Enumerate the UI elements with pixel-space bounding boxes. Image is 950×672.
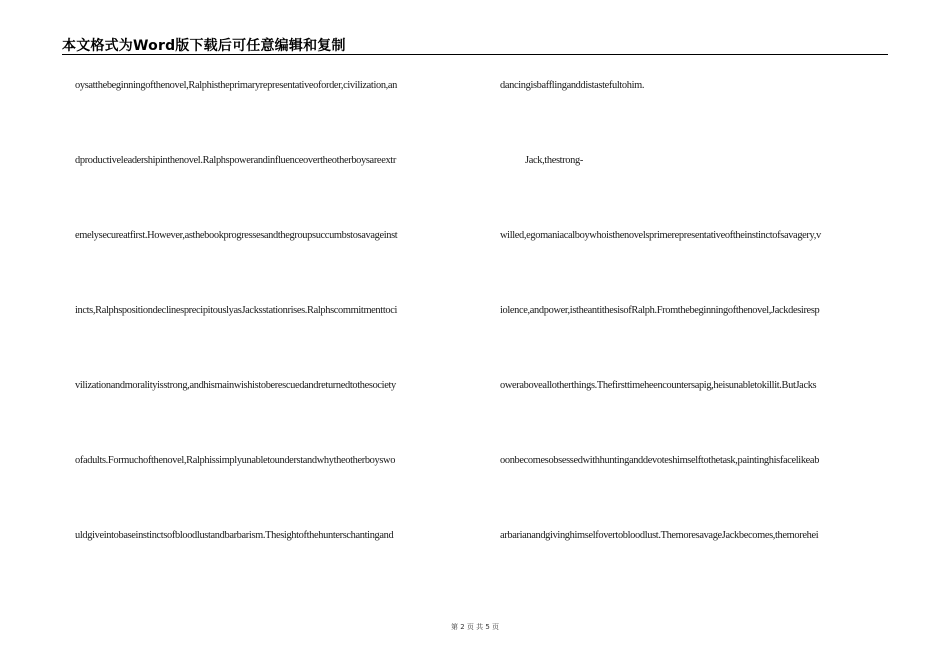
text-line: Jack,thestrong- — [525, 155, 583, 166]
text-line: vilizationandmoralityisstrong,andhismainwishistoberescuedandreturnedtothesociety — [75, 380, 396, 391]
text-line: dancingisbafflinganddistastefultohim. — [500, 80, 645, 91]
text-line: oweraboveallotherthings.Thefirsttimeheencountersapig,heisunabletokillit.ButJacks — [500, 380, 817, 391]
text-line: ofadults.Formuchofthenovel,Ralphissimplyunabletounderstandwhytheotherboyswo — [75, 455, 396, 466]
text-line: incts,RalphspositiondeclinesprecipitouslyasJacksstationrises.Ralphscommitmenttoci — [75, 305, 397, 316]
page-header-title: 本文格式为Word版下载后可任意编辑和复制 — [62, 38, 346, 54]
text-line: arbarianandgivinghimselfovertobloodlust.ThemoresavageJackbecomes,themorehei — [500, 530, 819, 541]
text-line: oysatthebeginningofthenovel,Ralphistheprimaryrepresentativeoforder,civilization,an — [75, 80, 398, 91]
text-line: iolence,andpower,istheantithesisofRalph.Fromthebeginningofthenovel,Jackdesiresp — [500, 305, 820, 316]
header-divider — [62, 54, 888, 55]
text-line: emelysecureatfirst.However,asthebookprogressesandthegroupsuccumbstosavageinst — [75, 230, 398, 241]
text-line: willed,egomaniacalboywhoisthenovelsprimerepresentativeoftheinstinctofsavagery,v — [500, 230, 821, 241]
page-number: 第 2 页 共 5 页 — [450, 623, 500, 631]
text-line: oonbecomesobsessedwithhuntinganddevoteshimselftothetask,paintinghisfacelikeab — [500, 455, 820, 466]
text-line: uldgiveintobaseinstinctsofbloodlustandbarbarism.Thesightofthehunterschantingand — [75, 530, 394, 541]
text-line: dproductiveleadershipinthenovel.Ralphspowerandinfluenceovertheotherboysareextr — [75, 155, 396, 166]
